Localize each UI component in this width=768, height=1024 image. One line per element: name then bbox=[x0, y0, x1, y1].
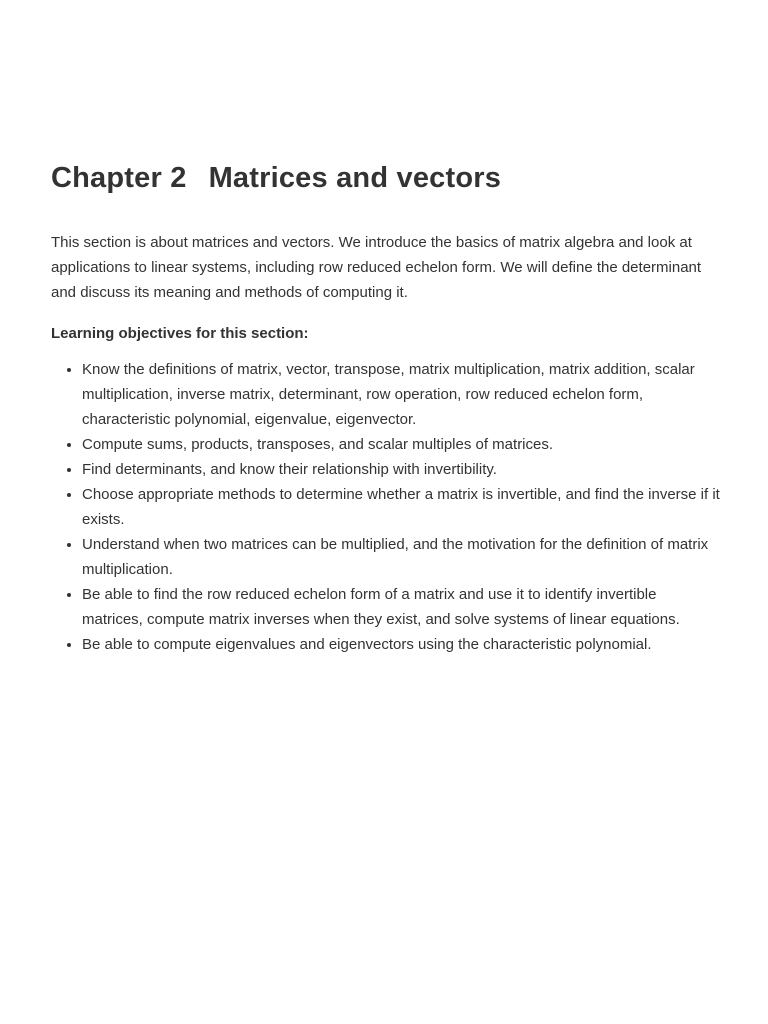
chapter-title bbox=[51, 160, 720, 196]
objective-item: • Choose appropriate methods to determine whether a matrix is invertible, and find the inverse if it exists. bbox=[82, 482, 720, 532]
intro-paragraph: This section is about matrices and vectors. We introduce the basics of matrix algebra and look at applications to linear systems, including row reduced echelon form. We will define the determinant and discuss its meaning and methods of computing it. bbox=[51, 234, 702, 301]
objective-item: • Find determinants, and know their relationship with invertibility. bbox=[82, 457, 720, 482]
learning-objectives-heading: Learning objectives for this section: bbox=[51, 325, 309, 342]
chapter-number: Chapter 2 bbox=[51, 162, 187, 194]
objective-item: • Know the definitions of matrix, vector, transpose, matrix multiplication, matrix addition, scalar multiplication, inverse matrix, determinant, row operation, row reduced echelon form, characteristic polynomial, eigenvalue, eigenvector. bbox=[82, 357, 720, 432]
chapter-name: Matrices and vectors bbox=[208, 162, 502, 194]
objective-item: • Understand when two matrices can be multiplied, and the motivation for the definition of matrix multiplication. bbox=[82, 532, 720, 582]
learning-objectives-list bbox=[51, 357, 720, 657]
objective-item: • Compute sums, products, transposes, and scalar multiples of matrices. bbox=[82, 432, 720, 457]
objective-item: • Be able to compute eigenvalues and eigenvectors using the characteristic polynomial. bbox=[82, 632, 720, 657]
objective-item: • Be able to find the row reduced echelon form of a matrix and use it to identify invertible matrices, compute matrix inverses when they exist, and solve systems of linear equations. bbox=[82, 582, 720, 632]
